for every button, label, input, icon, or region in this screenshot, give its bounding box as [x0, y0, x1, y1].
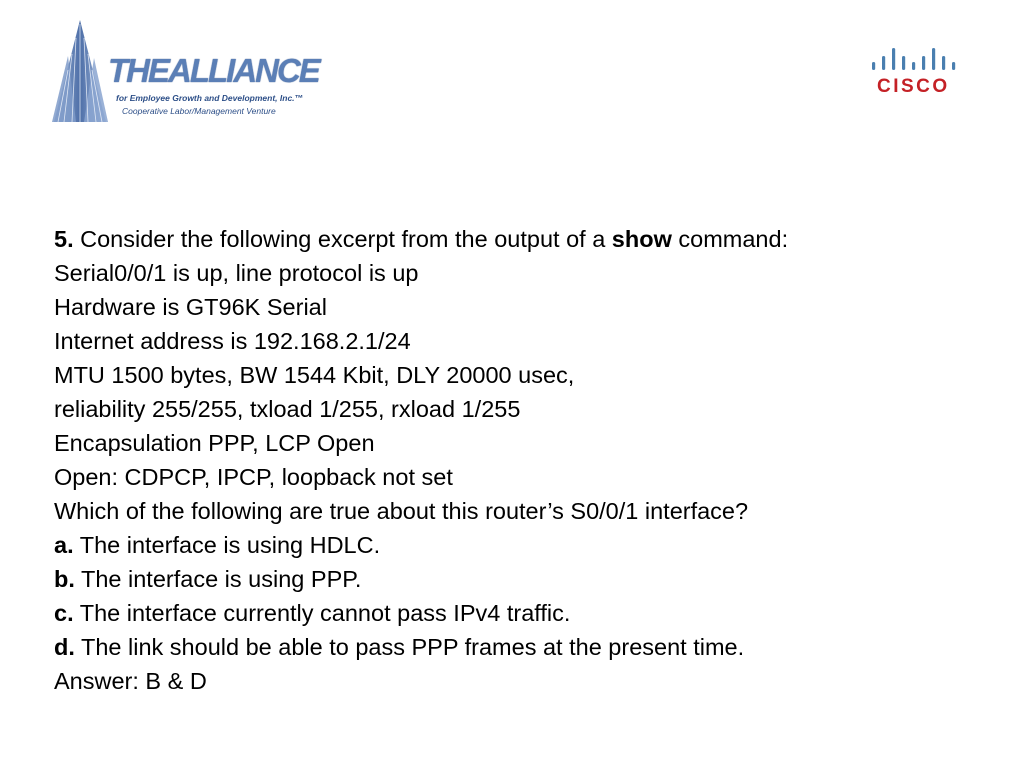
alliance-subtitle: Cooperative Labor/Management Venture — [122, 106, 276, 116]
option-b — [54, 562, 994, 596]
option-text: The link should be able to pass PPP frames at the present time. — [74, 634, 745, 660]
option-c — [54, 596, 994, 630]
alliance-logo — [50, 18, 319, 126]
option-letter: d. — [54, 634, 75, 660]
option-text: The interface is using PPP. — [74, 566, 362, 592]
prompt-command: show — [611, 226, 672, 252]
option-letter: c. — [54, 600, 74, 626]
option-text: The interface currently cannot pass IPv4 traffic. — [73, 600, 571, 626]
option-text: The interface is using HDLC. — [73, 532, 381, 558]
output-line: Open: CDPCP, IPCP, loopback not set — [54, 464, 453, 490]
option-a — [54, 528, 994, 562]
alliance-tagline — [116, 94, 303, 103]
question-prompt — [54, 222, 994, 256]
cisco-bars-icon — [868, 46, 960, 76]
cisco-logo — [868, 46, 960, 102]
option-d — [54, 630, 994, 664]
output-line: Serial0/0/1 is up, line protocol is up — [54, 260, 419, 286]
alliance-tagline-text: for Employee Growth and Development, Inc. — [116, 93, 295, 103]
prompt-after: command: — [671, 226, 789, 252]
alliance-tower-icon — [50, 18, 110, 126]
alliance-name: THEALLIANCE — [108, 52, 319, 89]
output-line: MTU 1500 bytes, BW 1544 Kbit, DLY 20000 usec, — [54, 362, 575, 388]
question-ask: Which of the following are true about this router’s S0/0/1 interface? — [54, 498, 749, 524]
answer: Answer: B & D — [54, 668, 207, 694]
alliance-trademark: ™ — [294, 93, 304, 103]
output-line: Internet address is 192.168.2.1/24 — [54, 328, 411, 354]
question-body — [54, 222, 994, 698]
output-line: Encapsulation PPP, LCP Open — [54, 430, 375, 456]
option-letter: a. — [54, 532, 74, 558]
cisco-wordmark: CISCO — [877, 76, 950, 97]
output-line: Hardware is GT96K Serial — [54, 294, 327, 320]
option-letter: b. — [54, 566, 75, 592]
output-line: reliability 255/255, txload 1/255, rxload 1/255 — [54, 396, 521, 422]
question-number: 5. — [54, 226, 74, 252]
prompt-before: Consider the following excerpt from the output of a — [73, 226, 612, 252]
